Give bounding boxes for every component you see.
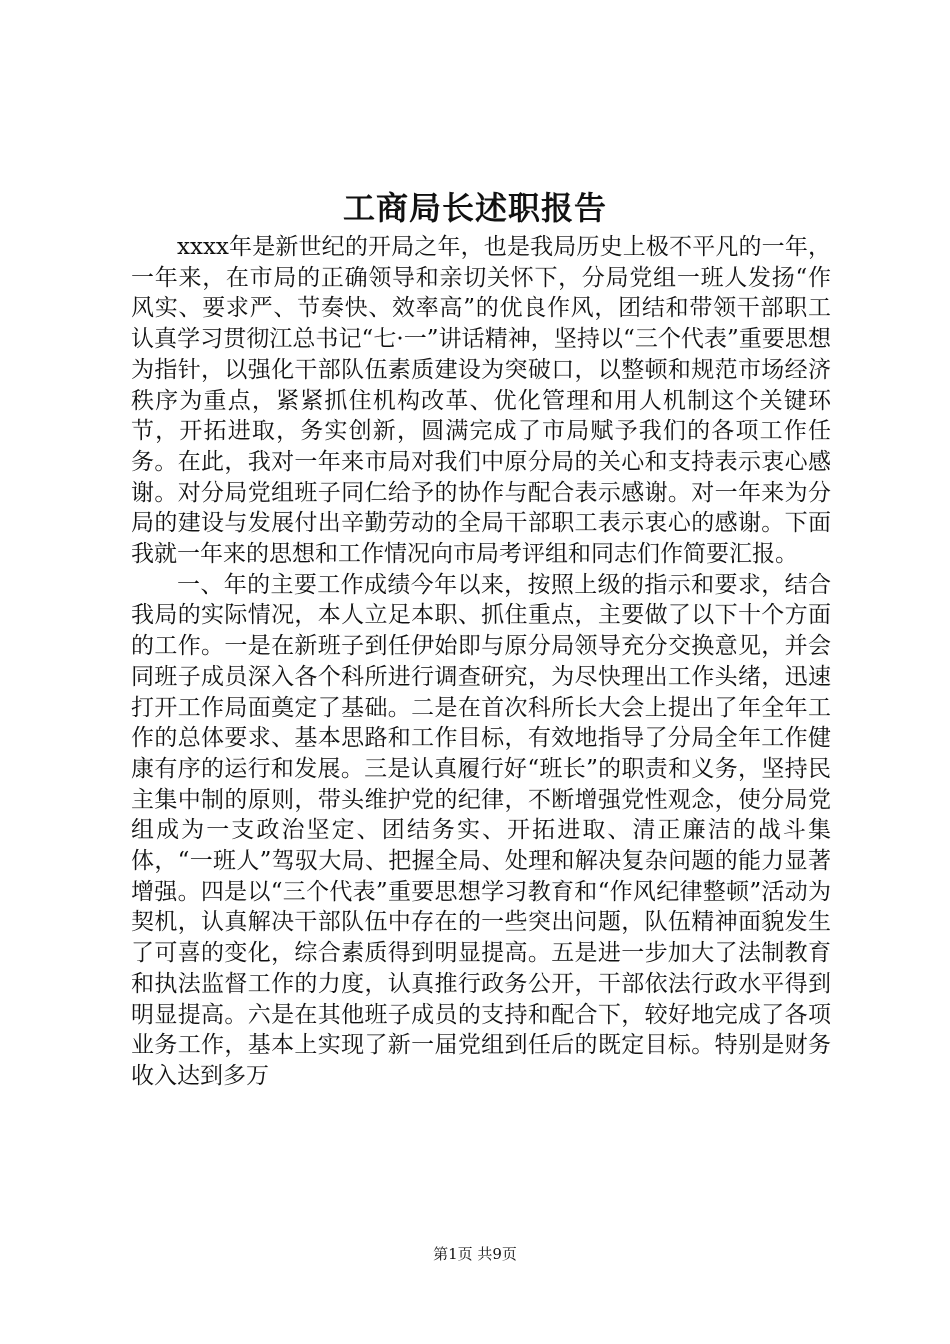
paragraph-achievements: 一、年的主要工作成绩今年以来，按照上级的指示和要求，结合我局的实际情况，本人立足本职、抓住重点，主要做了以下十个方面的工作。一是在新班子到任伊始即与原分局领导充分交换意见，并会同班子成员深入各个科所进行调查研究，为尽快理出工作头绪，迅速打开工作局面奠定了基础。二是在首次科所长大会上提出了年全年工作的总体要求、基本思路和工作目标，有效地指导了分局全年工作健康有序的运行和发展。三是认真履行好“班长”的职责和义务，坚持民主集中制的原则，带头维护党的纪律，不断增强党性观念，使分局党组成为一支政治坚定、团结务实、开拓进取、清正廉洁的战斗集体，“一班人”驾驭大局、把握全局、处理和解决复杂问题的能力显著增强。四是以“三个代表”重要思想学习教育和“作风纪律整顿”活动为契机，认真解决干部队伍中存在的一些突出问题，队伍精神面貌发生了可喜的变化，综合素质得到明显提高。五是进一步加大了法制教育和执法监督工作的力度，认真推行政务公开，干部依法行政水平得到明显提高。六是在其他班子成员的支持和配合下，较好地完成了各项业务工作，基本上实现了新一届党组到任后的既定目标。特别是财务收入达到多万 <box>131 571 831 1089</box>
paragraph-intro: xxxx年是新世纪的开局之年，也是我局历史上极不平凡的一年，一年来，在市局的正确领导和亲切关怀下，分局党组一班人发扬“作风实、要求严、节奏快、效率高”的优良作风，团结和带领干部职工认真学习贯彻江总书记“七·一”讲话精神，坚持以“三个代表”重要思想为指针，以强化干部队伍素质建设为突破口，以整顿和规范市场经济秩序为重点，紧紧抓住机构改革、优化管理和用人机制这个关键环节，开拓进取，务实创新，圆满完成了市局赋予我们的各项工作任务。在此，我对一年来市局对我们中原分局的关心和支持表示衷心感谢。对分局党组班子同仁给予的协作与配合表示感谢。对一年来为分局的建设与发展付出辛勤劳动的全局干部职工表示衷心的感谢。下面我就一年来的思想和工作情况向市局考评组和同志们作简要汇报。 <box>131 234 831 568</box>
document-body <box>131 232 831 1092</box>
document-title: 工商局长述职报告 <box>342 189 607 227</box>
page-number-footer: 第1页 共9页 <box>433 1245 517 1263</box>
